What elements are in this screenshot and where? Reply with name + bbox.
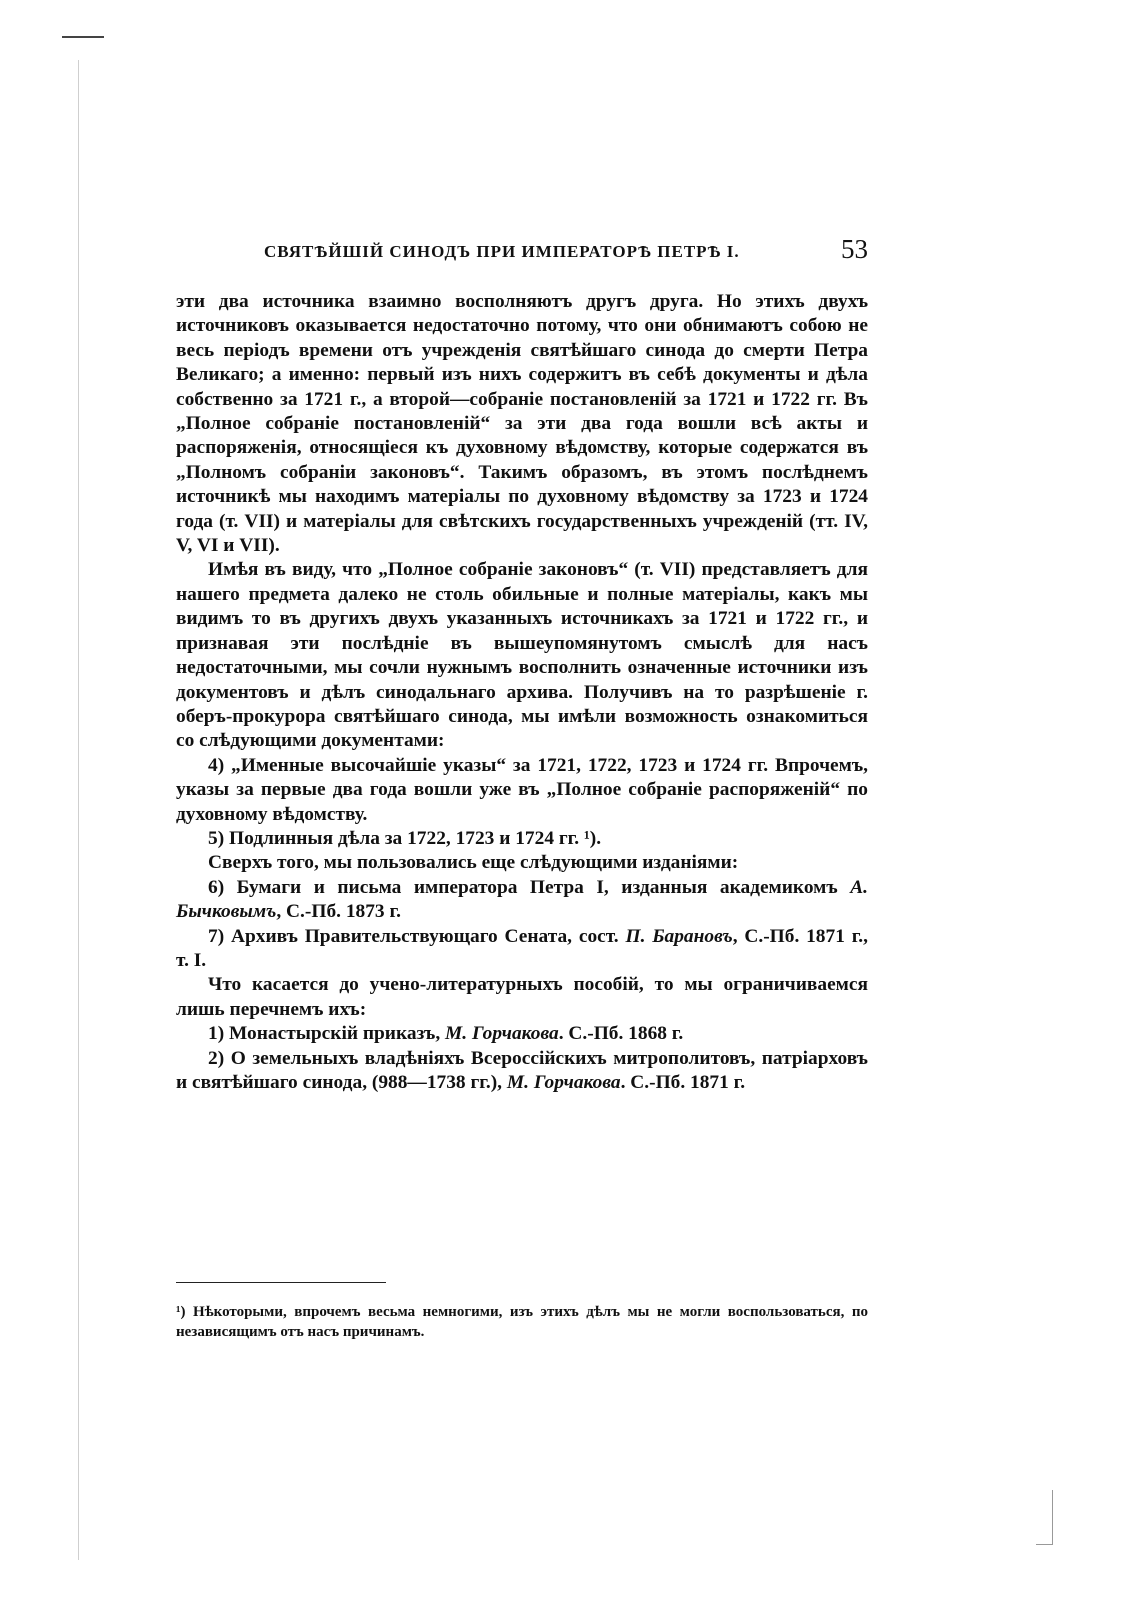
- list-item-text: 7) Архивъ Правительствующаго Сената, сост.: [208, 925, 619, 947]
- scan-gutter-line: [78, 60, 79, 1560]
- list-item: [176, 876, 868, 925]
- list-item: [176, 925, 868, 974]
- footnote: ¹) Нѣкоторыми, впрочемъ весьма немногими, изъ этихъ дѣлъ мы не могли воспользоваться, по независящимъ отъ насъ причинамъ.: [176, 1304, 868, 1340]
- citation-tail: . С.-Пб. 1871 г.: [620, 1072, 746, 1093]
- citation-tail: , С.-Пб. 1871 г., т. I.: [176, 925, 869, 971]
- citation-tail: . С.-Пб. 1868 г.: [558, 1023, 684, 1045]
- list-item-text: 2) О земельныхъ владѣніяхъ Всероссійскихъ митрополитовъ, патріарховъ и святѣйшаго синода, (988—1738 гг.),: [176, 1047, 868, 1093]
- paragraph: Сверхъ того, мы пользовались еще слѣдующими изданіями:: [208, 852, 739, 874]
- citation-tail: , С.-Пб. 1873 г.: [276, 901, 401, 923]
- list-item: 5) Подлинныя дѣла за 1722, 1723 и 1724 гг. ¹).: [208, 827, 602, 849]
- list-item: [176, 1022, 868, 1046]
- author-name: А. Бычковымъ: [176, 876, 868, 923]
- paragraph: Что касается до учено-литературныхъ пособій, то мы ограничиваемся лишь перечнемъ ихъ:: [176, 974, 868, 1020]
- running-head: СВЯТѢЙШІЙ СИНОДЪ ПРИ ИМПЕРАТОРѢ ПЕТРѢ I.: [264, 242, 740, 261]
- list-item: 4) „Именные высочайшіе указы“ за 1721, 1722, 1723 и 1724 гг. Впрочемъ, указы за первые два года вошли уже въ „Полное собраніе распоряженій“ по духовному вѣдомству.: [176, 754, 868, 825]
- page-header: [176, 234, 868, 268]
- scan-corner-mark: [1036, 1544, 1053, 1545]
- footnote-rule: [176, 1282, 386, 1283]
- list-item-text: 1) Монастырскій приказъ,: [208, 1023, 441, 1045]
- page-number: 53: [841, 234, 868, 264]
- author-name: П. Барановъ: [625, 925, 733, 947]
- scan-corner-mark: [1052, 1490, 1053, 1545]
- author-name: М. Горчакова: [506, 1072, 621, 1093]
- scan-edge-mark: [62, 36, 104, 38]
- paragraph: Имѣя въ виду, что „Полное собраніе законовъ“ (т. VII) представляетъ для нашего предмета далеко не столь обильные и полные матеріалы, какъ мы видимъ то въ другихъ двухъ указанныхъ источникахъ за 1721 и 1722 гг., и признавая эти послѣдніе въ вышеупомянутомъ смыслѣ для насъ недостаточными, мы сочли нужнымъ восполнить означенные источники изъ документовъ и дѣлъ синодальнаго архива. Получивъ на то разрѣшеніе г. оберъ-прокурора святѣйшаго синода, мы имѣли возможность ознакомиться со слѣдующими документами:: [176, 559, 868, 752]
- list-item: [176, 1047, 868, 1096]
- author-name: М. Горчакова: [445, 1023, 559, 1045]
- body-text: [176, 290, 868, 1095]
- paragraph: эти два источника взаимно восполняютъ другъ друга. Но этихъ двухъ источниковъ оказывается недостаточно потому, что они обнимаютъ собою не весь періодъ времени отъ учрежденія святѣйшаго синода до смерти Петра Великаго; а именно: первый изъ нихъ содержитъ въ себѣ документы и дѣла собственно за 1721 г., а второй—собраніе постановленій за 1721 и 1722 гг. Въ „Полное собраніе постановленій“ за эти два года вошли всѣ акты и распоряженія, относящіеся къ духовному вѣдомству, которые содержатся въ „Полномъ собраніи законовъ“. Такимъ образомъ, въ этомъ послѣднемъ источникѣ мы находимъ матеріалы по духовному вѣдомству за 1723 и 1724 года (т. VII) и матеріалы для свѣтскихъ государственныхъ учрежденій (тт. IV, V, VI и VII).: [176, 291, 868, 557]
- list-item-text: 6) Бумаги и письма императора Петра I, изданныя академикомъ: [208, 876, 838, 898]
